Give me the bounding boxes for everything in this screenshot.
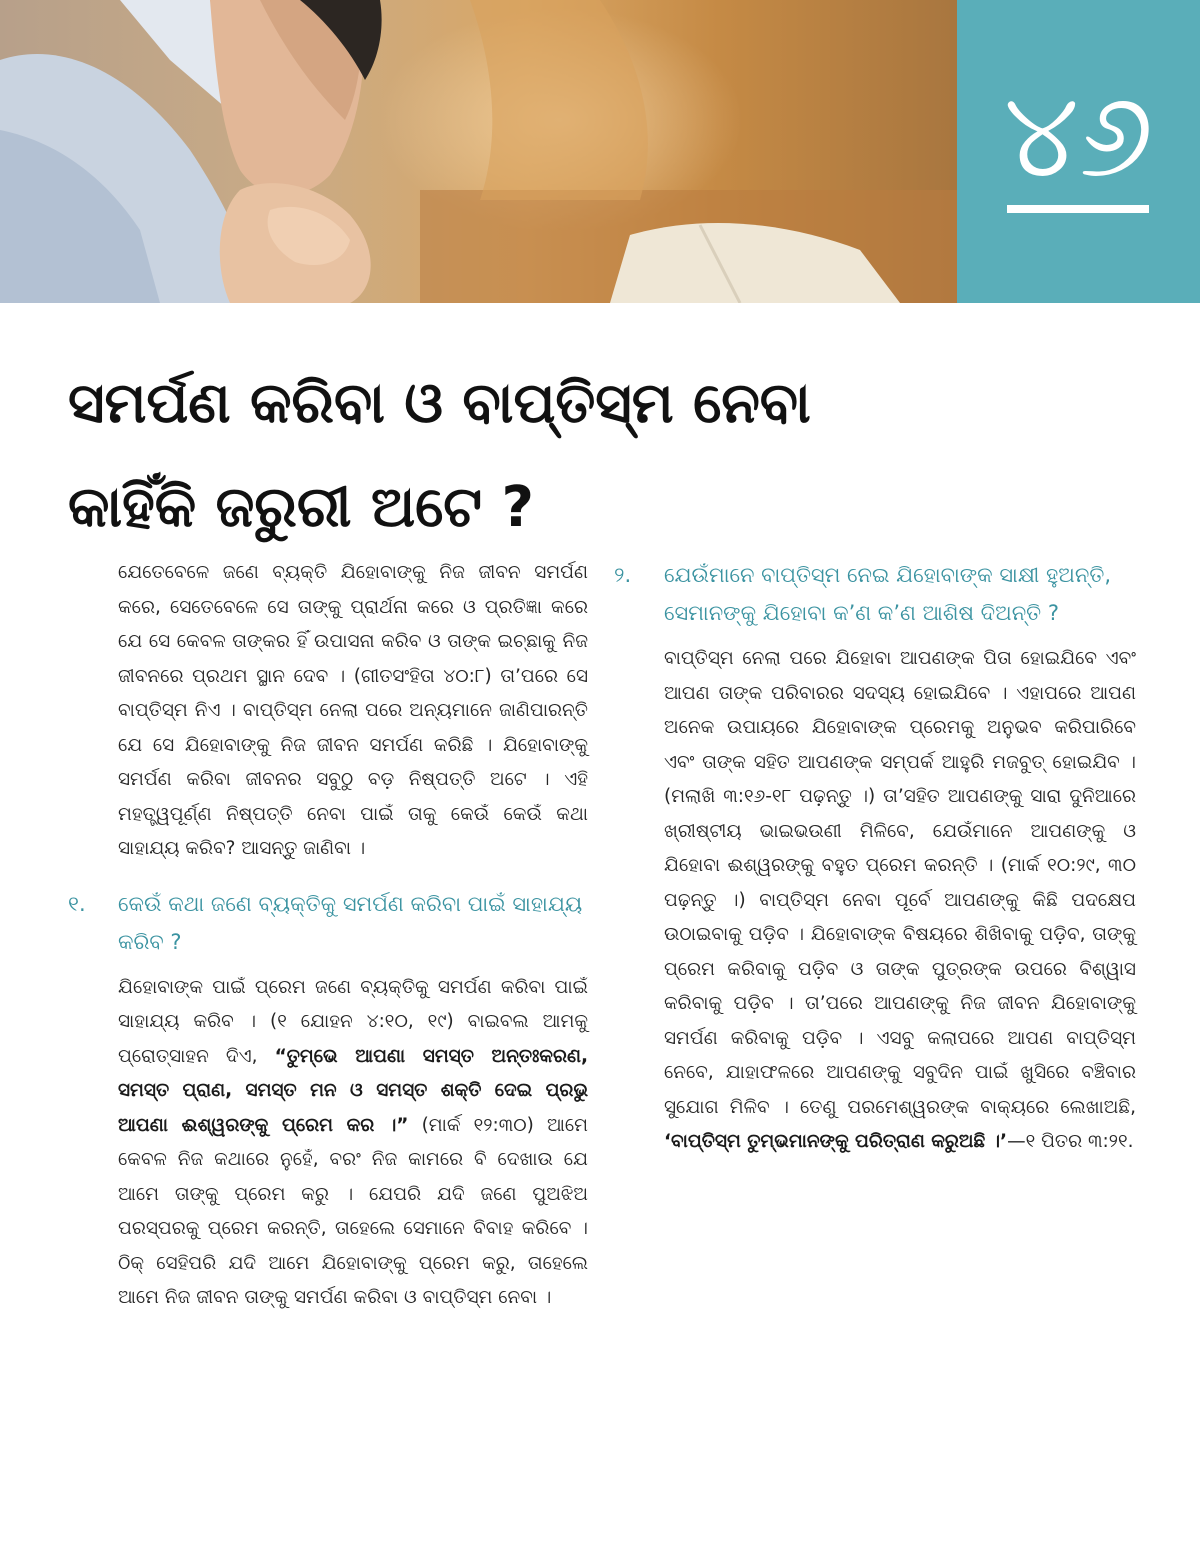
question-1-number: ୧.	[68, 891, 86, 916]
answer-1-text-a: ଯିହୋବାଙ୍କ ପାଇଁ ପ୍ରେମ ଜଣେ ବ୍ୟକ୍ତିକୁ ସମର୍ପଣ କରିବା ପାଇଁ ସାହାଯ୍ୟ କରିବ । (୧ ଯୋହନ ୪:୧୦, ୧୯) ବାଇବଲ ଆମକୁ ପ୍ରୋତ୍ସାହନ ଦିଏ,	[118, 976, 588, 1067]
intro-paragraph: ଯେତେବେଳେ ଜଣେ ବ୍ୟକ୍ତି ଯିହୋବାଙ୍କୁ ନିଜ ଜୀବନ ସମର୍ପଣ କରେ, ସେତେବେଳେ ସେ ତାଙ୍କୁ ପ୍ରାର୍ଥନା କରେ ଓ ପ୍ରତିଜ୍ଞା କରେ ଯେ ସେ କେବଳ ତାଙ୍କର ହିଁ ଉପାସନା କରିବ ଓ ତାଙ୍କ ଇଚ୍ଛାକୁ ନିଜ ଜୀବନରେ ପ୍ରଥମ ସ୍ଥାନ ଦେବ । (ଗୀତସଂହିତା ୪୦:୮) ତା’ପରେ ସେ ବାପ୍ତିସ୍ମ ନିଏ । ବାପ୍ତିସ୍ମ ନେଲା ପରେ ଅନ୍ୟମାନେ ଜାଣିପାରନ୍ତି ଯେ ସେ ଯିହୋବାଙ୍କୁ ନିଜ ଜୀବନ ସମର୍ପଣ କରିଛି । ଯିହୋବାଙ୍କୁ ସମର୍ପଣ କରିବା ଜୀବନର ସବୁଠୁ ବଡ଼ ନିଷ୍ପତ୍ତି ଅଟେ । ଏହି ମହତ୍ତ୍ୱପୂର୍ଣ୍ଣ ନିଷ୍ପତ୍ତି ନେବା ପାଇଁ ତାକୁ କେଉଁ କେଉଁ କଥା ସାହାଯ୍ୟ କରିବ? ଆସନ୍ତୁ ଜାଣିବା ।	[118, 562, 588, 859]
answer-2-paragraph	[614, 642, 1136, 1160]
question-2-block	[614, 556, 1136, 1160]
title-line-2: କାହିଁକି ଜରୁରୀ ଅଟେ ?	[68, 475, 535, 540]
answer-1-paragraph	[68, 971, 588, 1316]
answer-1-quote: “ତୁମ୍ଭେ ଆପଣା ସମସ୍ତ ଅନ୍ତଃକରଣ, ସମସ୍ତ ପ୍ରାଣ, ସମସ୍ତ ମନ ଓ ସମସ୍ତ ଶକ୍ତି ଦେଇ ପ୍ରଭୁ ଆପଣା ଈଶ୍ୱରଙ୍କୁ ପ୍ରେମ କର ।”	[118, 1045, 588, 1136]
question-2-text: ଯେଉଁମାନେ ବାପ୍ତିସ୍ମ ନେଇ ଯିହୋବାଙ୍କ ସାକ୍ଷୀ ହୁଅନ୍ତି, ସେମାନଙ୍କୁ ଯିହୋବା କ’ଣ କ’ଣ ଆଶିଷ ଦିଅନ୍ତି ?	[664, 563, 1111, 625]
question-1	[68, 885, 588, 961]
lesson-number-box	[957, 0, 1200, 303]
answer-2-text-a: ବାପ୍ତିସ୍ମ ନେଲା ପରେ ଯିହୋବା ଆପଣଙ୍କ ପିତା ହୋଇଯିବେ ଏବଂ ଆପଣ ତାଙ୍କ ପରିବାରର ସଦସ୍ୟ ହୋଇଯିବେ । ଏହାପରେ ଆପଣ ଅନେକ ଉପାୟରେ ଯିହୋବାଙ୍କ ପ୍ରେମକୁ ଅନୁଭବ କରିପାରିବେ ଏବଂ ତାଙ୍କ ସହିତ ଆପଣଙ୍କ ସମ୍ପର୍କ ଆହୁରି ମଜବୁତ୍ ହୋଇଯିବ । (ମଲାଖି ୩:୧୬-୧୮ ପଢ଼ନ୍ତୁ ।) ତା’ସହିତ ଆପଣଙ୍କୁ ସାରା ଦୁନିଆରେ ଖ୍ରୀଷ୍ଟୀୟ ଭାଇଭଉଣୀ ମିଳିବେ, ଯେଉଁମାନେ ଆପଣଙ୍କୁ ଓ ଯିହୋବା ଈଶ୍ୱରଙ୍କୁ ବହୁତ ପ୍ରେମ କରନ୍ତି । (ମାର୍କ ୧୦:୨୯, ୩୦ ପଢ଼ନ୍ତୁ ।) ବାପ୍ତିସ୍ମ ନେବା ପୂର୍ବେ ଆପଣଙ୍କୁ କିଛି ପଦକ୍ଷେପ ଉଠାଇବାକୁ ପଡ଼ିବ । ଯିହୋବାଙ୍କ ବିଷୟରେ ଶିଖିବାକୁ ପଡ଼ିବ, ତାଙ୍କୁ ପ୍ରେମ କରିବାକୁ ପଡ଼ିବ ଓ ତାଙ୍କ ପୁତ୍ରଙ୍କ ଉପରେ ବିଶ୍ୱାସ କରିବାକୁ ପଡ଼ିବ । ତା’ପରେ ଆପଣଙ୍କୁ ନିଜ ଜୀବନ ଯିହୋବାଙ୍କୁ ସମର୍ପଣ କରିବାକୁ ପଡ଼ିବ । ଏସବୁ କଲାପରେ ଆପଣ ବାପ୍ତିସ୍ମ ନେବେ, ଯାହାଫଳରେ ଆପଣଙ୍କୁ ସବୁଦିନ ପାଇଁ ଖୁସିରେ ବଞ୍ଚିବାର ସୁଯୋଗ ମିଳିବ । ତେଣୁ ପରମେଶ୍ୱରଙ୍କ ବାକ୍ୟରେ ଲେଖାଅଛି,	[664, 648, 1136, 1118]
answer-1-text-b: (ମାର୍କ ୧୨:୩୦) ଆମେ କେବଳ ନିଜ କଥାରେ ନୁହେଁ, ବରଂ ନିଜ କାମରେ ବି ଦେଖାଉ ଯେ ଆମେ ତାଙ୍କୁ ପ୍ରେମ କରୁ । ଯେପରି ଯଦି ଜଣେ ପୁଅଝିଅ ପରସ୍ପରକୁ ପ୍ରେମ କରନ୍ତି, ତାହେଲେ ସେମାନେ ବିବାହ କରିବେ । ଠିକ୍ ସେହିପରି ଯଦି ଆମେ ଯିହୋବାଙ୍କୁ ପ୍ରେମ କରୁ, ତାହେଲେ ଆମେ ନିଜ ଜୀବନ ତାଙ୍କୁ ସମର୍ପଣ କରିବା ଓ ବାପ୍ତିସ୍ମ ନେବା ।	[118, 1114, 588, 1308]
question-1-block	[68, 885, 588, 1316]
question-2-number: ୨.	[614, 563, 632, 587]
right-column	[614, 556, 1136, 1160]
praying-man-illustration	[0, 0, 957, 303]
title-line-1: ସମର୍ପଣ କରିବା ଓ ବାପ୍ତିସ୍ମ ନେବା	[68, 371, 811, 436]
lesson-number-underline	[1007, 205, 1149, 213]
hero-photo	[0, 0, 957, 303]
lesson-number: ୪୬	[1003, 66, 1154, 204]
answer-2-quote: ‘ବାପ୍ତିସ୍ମ ତୁମ୍ଭମାନଙ୍କୁ ପରିତ୍ରାଣ କରୁଅଛି ।’	[664, 1131, 1008, 1152]
answer-2-text-b: —୧ ପିତର ୩:୨୧.	[1007, 1131, 1134, 1152]
left-column	[68, 556, 588, 1316]
page-title	[68, 352, 1068, 560]
question-1-text: କେଉଁ କଥା ଜଣେ ବ୍ୟକ୍ତିକୁ ସମର୍ପଣ କରିବା ପାଇଁ ସାହାଯ୍ୟ କରିବ ?	[118, 891, 583, 954]
question-2	[614, 556, 1136, 632]
